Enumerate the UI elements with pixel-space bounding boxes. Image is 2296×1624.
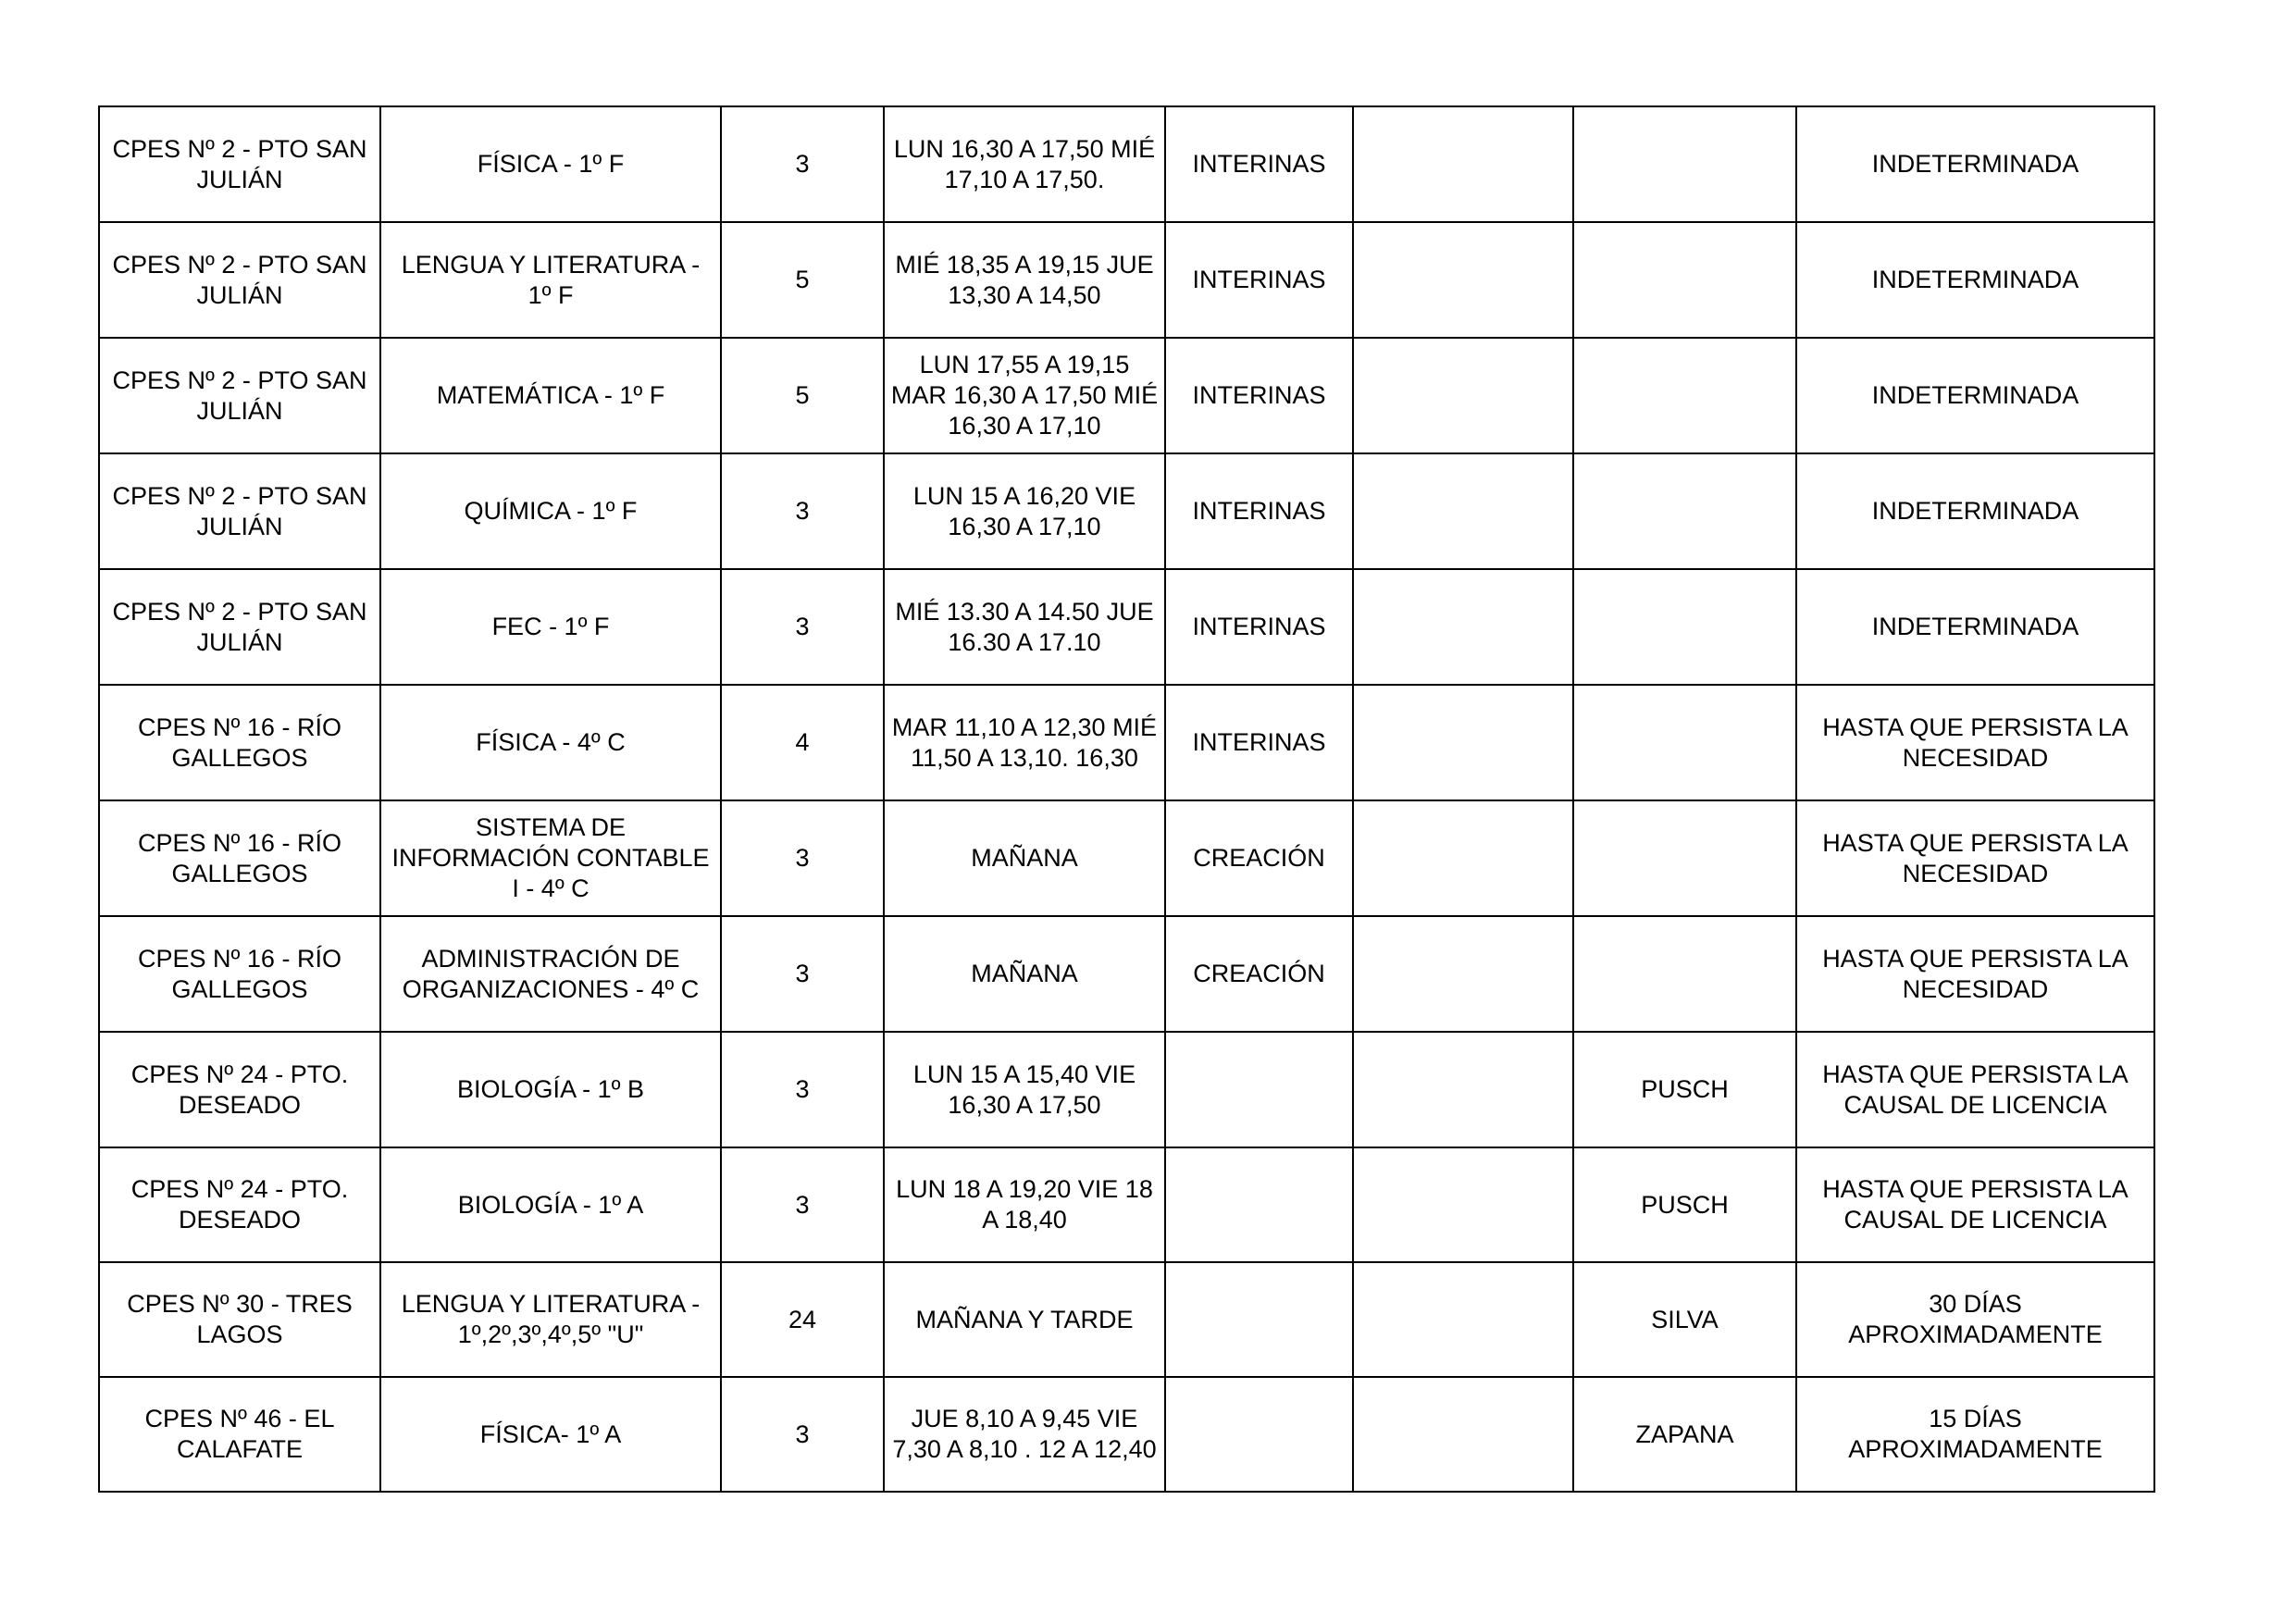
holder-cell: [1573, 338, 1796, 453]
duration-cell: INDETERMINADA: [1796, 338, 2154, 453]
holder-cell: ZAPANA: [1573, 1377, 1796, 1492]
subject-cell: LENGUA Y LITERATURA - 1º F: [380, 222, 721, 338]
status-cell: [1165, 1377, 1353, 1492]
hours-cell: 3: [721, 453, 884, 569]
holder-cell: [1573, 800, 1796, 916]
schedule-cell: MAÑANA Y TARDE: [884, 1262, 1165, 1377]
table-row: [99, 1377, 2154, 1492]
hours-cell: 24: [721, 1262, 884, 1377]
holder-cell: [1573, 685, 1796, 800]
school-cell: CPES Nº 24 - PTO. DESEADO: [99, 1147, 380, 1262]
duration-cell: HASTA QUE PERSISTA LA NECESIDAD: [1796, 800, 2154, 916]
subject-cell: BIOLOGÍA - 1º B: [380, 1032, 721, 1147]
school-cell: CPES Nº 2 - PTO SAN JULIÁN: [99, 338, 380, 453]
school-cell: CPES Nº 16 - RÍO GALLEGOS: [99, 685, 380, 800]
school-cell: CPES Nº 2 - PTO SAN JULIÁN: [99, 569, 380, 685]
table-row: [99, 916, 2154, 1032]
table-body: [99, 106, 2154, 1492]
duration-cell: HASTA QUE PERSISTA LA NECESIDAD: [1796, 916, 2154, 1032]
holder-cell: [1573, 916, 1796, 1032]
school-cell: CPES Nº 2 - PTO SAN JULIÁN: [99, 222, 380, 338]
empty-cell: [1353, 916, 1573, 1032]
school-cell: CPES Nº 16 - RÍO GALLEGOS: [99, 800, 380, 916]
holder-cell: [1573, 453, 1796, 569]
school-cell: CPES Nº 24 - PTO. DESEADO: [99, 1032, 380, 1147]
subject-cell: BIOLOGÍA - 1º A: [380, 1147, 721, 1262]
status-cell: INTERINAS: [1165, 685, 1353, 800]
holder-cell: PUSCH: [1573, 1147, 1796, 1262]
empty-cell: [1353, 1377, 1573, 1492]
empty-cell: [1353, 106, 1573, 222]
school-cell: CPES Nº 16 - RÍO GALLEGOS: [99, 916, 380, 1032]
duration-cell: INDETERMINADA: [1796, 453, 2154, 569]
holder-cell: [1573, 569, 1796, 685]
subject-cell: ADMINISTRACIÓN DE ORGANIZACIONES - 4º C: [380, 916, 721, 1032]
status-cell: [1165, 1032, 1353, 1147]
holder-cell: PUSCH: [1573, 1032, 1796, 1147]
schedule-cell: LUN 15 A 16,20 VIE 16,30 A 17,10: [884, 453, 1165, 569]
status-cell: INTERINAS: [1165, 338, 1353, 453]
school-cell: CPES Nº 30 - TRES LAGOS: [99, 1262, 380, 1377]
duration-cell: INDETERMINADA: [1796, 569, 2154, 685]
table-row: [99, 338, 2154, 453]
vacancy-table: [98, 105, 2155, 1493]
holder-cell: [1573, 106, 1796, 222]
holder-cell: [1573, 222, 1796, 338]
subject-cell: SISTEMA DE INFORMACIÓN CONTABLE I - 4º C: [380, 800, 721, 916]
schedule-cell: MIÉ 13.30 A 14.50 JUE 16.30 A 17.10: [884, 569, 1165, 685]
empty-cell: [1353, 453, 1573, 569]
empty-cell: [1353, 222, 1573, 338]
empty-cell: [1353, 1147, 1573, 1262]
duration-cell: INDETERMINADA: [1796, 106, 2154, 222]
holder-cell: SILVA: [1573, 1262, 1796, 1377]
hours-cell: 3: [721, 1032, 884, 1147]
subject-cell: LENGUA Y LITERATURA - 1º,2º,3º,4º,5º "U": [380, 1262, 721, 1377]
schedule-cell: JUE 8,10 A 9,45 VIE 7,30 A 8,10 . 12 A 12,40: [884, 1377, 1165, 1492]
duration-cell: 15 DÍAS APROXIMADAMENTE: [1796, 1377, 2154, 1492]
schedule-cell: MAR 11,10 A 12,30 MIÉ 11,50 A 13,10. 16,30: [884, 685, 1165, 800]
table-row: [99, 1147, 2154, 1262]
status-cell: CREACIÓN: [1165, 916, 1353, 1032]
hours-cell: 5: [721, 338, 884, 453]
hours-cell: 5: [721, 222, 884, 338]
empty-cell: [1353, 569, 1573, 685]
subject-cell: FÍSICA - 1º F: [380, 106, 721, 222]
table-row: [99, 685, 2154, 800]
hours-cell: 3: [721, 106, 884, 222]
schedule-cell: LUN 15 A 15,40 VIE 16,30 A 17,50: [884, 1032, 1165, 1147]
school-cell: CPES Nº 46 - EL CALAFATE: [99, 1377, 380, 1492]
status-cell: INTERINAS: [1165, 222, 1353, 338]
hours-cell: 3: [721, 1147, 884, 1262]
empty-cell: [1353, 1262, 1573, 1377]
schedule-cell: MAÑANA: [884, 916, 1165, 1032]
duration-cell: 30 DÍAS APROXIMADAMENTE: [1796, 1262, 2154, 1377]
subject-cell: FÍSICA- 1º A: [380, 1377, 721, 1492]
table-row: [99, 1032, 2154, 1147]
status-cell: INTERINAS: [1165, 106, 1353, 222]
table-row: [99, 800, 2154, 916]
status-cell: INTERINAS: [1165, 453, 1353, 569]
duration-cell: HASTA QUE PERSISTA LA CAUSAL DE LICENCIA: [1796, 1032, 2154, 1147]
subject-cell: MATEMÁTICA - 1º F: [380, 338, 721, 453]
table-row: [99, 106, 2154, 222]
empty-cell: [1353, 1032, 1573, 1147]
duration-cell: HASTA QUE PERSISTA LA CAUSAL DE LICENCIA: [1796, 1147, 2154, 1262]
status-cell: CREACIÓN: [1165, 800, 1353, 916]
schedule-cell: MAÑANA: [884, 800, 1165, 916]
status-cell: [1165, 1262, 1353, 1377]
empty-cell: [1353, 800, 1573, 916]
school-cell: CPES Nº 2 - PTO SAN JULIÁN: [99, 106, 380, 222]
table-row: [99, 222, 2154, 338]
subject-cell: FÍSICA - 4º C: [380, 685, 721, 800]
duration-cell: INDETERMINADA: [1796, 222, 2154, 338]
hours-cell: 3: [721, 800, 884, 916]
duration-cell: HASTA QUE PERSISTA LA NECESIDAD: [1796, 685, 2154, 800]
hours-cell: 3: [721, 1377, 884, 1492]
schedule-cell: LUN 18 A 19,20 VIE 18 A 18,40: [884, 1147, 1165, 1262]
status-cell: [1165, 1147, 1353, 1262]
table-row: [99, 1262, 2154, 1377]
schedule-cell: LUN 17,55 A 19,15 MAR 16,30 A 17,50 MIÉ 16,30 A 17,10: [884, 338, 1165, 453]
subject-cell: FEC - 1º F: [380, 569, 721, 685]
hours-cell: 3: [721, 569, 884, 685]
status-cell: INTERINAS: [1165, 569, 1353, 685]
empty-cell: [1353, 685, 1573, 800]
schedule-cell: MIÉ 18,35 A 19,15 JUE 13,30 A 14,50: [884, 222, 1165, 338]
empty-cell: [1353, 338, 1573, 453]
school-cell: CPES Nº 2 - PTO SAN JULIÁN: [99, 453, 380, 569]
table-row: [99, 453, 2154, 569]
table-row: [99, 569, 2154, 685]
subject-cell: QUÍMICA - 1º F: [380, 453, 721, 569]
schedule-cell: LUN 16,30 A 17,50 MIÉ 17,10 A 17,50.: [884, 106, 1165, 222]
hours-cell: 3: [721, 916, 884, 1032]
hours-cell: 4: [721, 685, 884, 800]
